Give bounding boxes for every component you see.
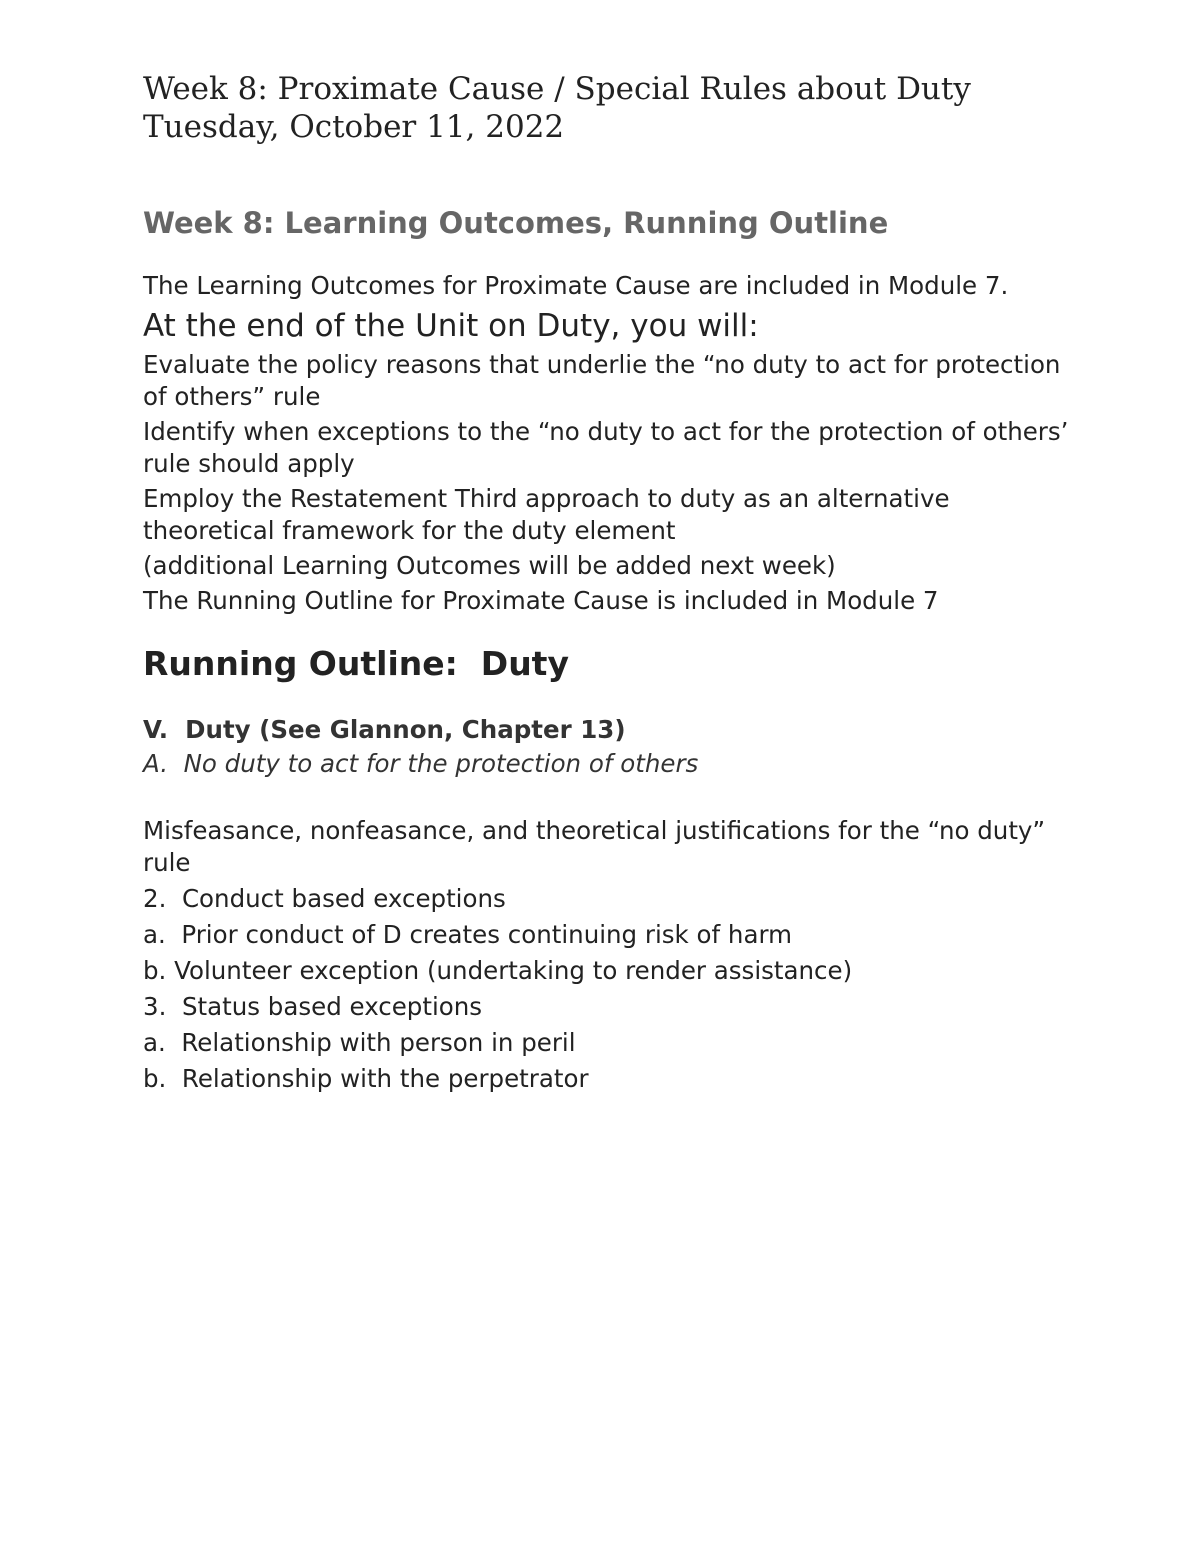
outline-item: a. Relationship with person in peril [143,1028,576,1057]
outline-item: 2. Conduct based exceptions [143,884,506,913]
learning-outcomes-intro: The Learning Outcomes for Proximate Cause are included in Module 7. [143,271,1009,300]
outcome-item: Identify when exceptions to the “no duty to act for the protection of others’ rule should apply [143,417,1069,478]
page-date: Tuesday, October 11, 2022 [143,109,565,145]
document-page [143,70,1083,1095]
running-outline-note: The Running Outline for Proximate Cause is included in Module 7 [143,586,939,615]
outline-item: b. Volunteer exception (undertaking to render assistance) [143,956,853,985]
outline-item: a. Prior conduct of D creates continuing risk of harm [143,920,792,949]
outcome-item: (additional Learning Outcomes will be added next week) [143,551,836,580]
misfeasance-text: Misfeasance, nonfeasance, and theoretical justifications for the “no duty” rule [143,816,1046,877]
outcome-item: Evaluate the policy reasons that underlie the “no duty to act for protection of others” rule [143,350,1061,411]
outline-section-v: V. Duty (See Glannon, Chapter 13) [143,715,626,744]
outcome-item: Employ the Restatement Third approach to duty as an alternative theoretical framework for the duty element [143,484,950,545]
outline-item: b. Relationship with the perpetrator [143,1064,589,1093]
learning-outcomes-heading: Week 8: Learning Outcomes, Running Outline [143,206,889,240]
running-outline-heading: Running Outline: Duty [143,644,569,683]
outline-item: 3. Status based exceptions [143,992,483,1021]
unit-lead-text: At the end of the Unit on Duty, you will: [143,308,759,344]
page-title: Week 8: Proximate Cause / Special Rules about Duty [143,71,971,107]
outline-subsection-a: A. No duty to act for the protection of others [143,749,699,778]
